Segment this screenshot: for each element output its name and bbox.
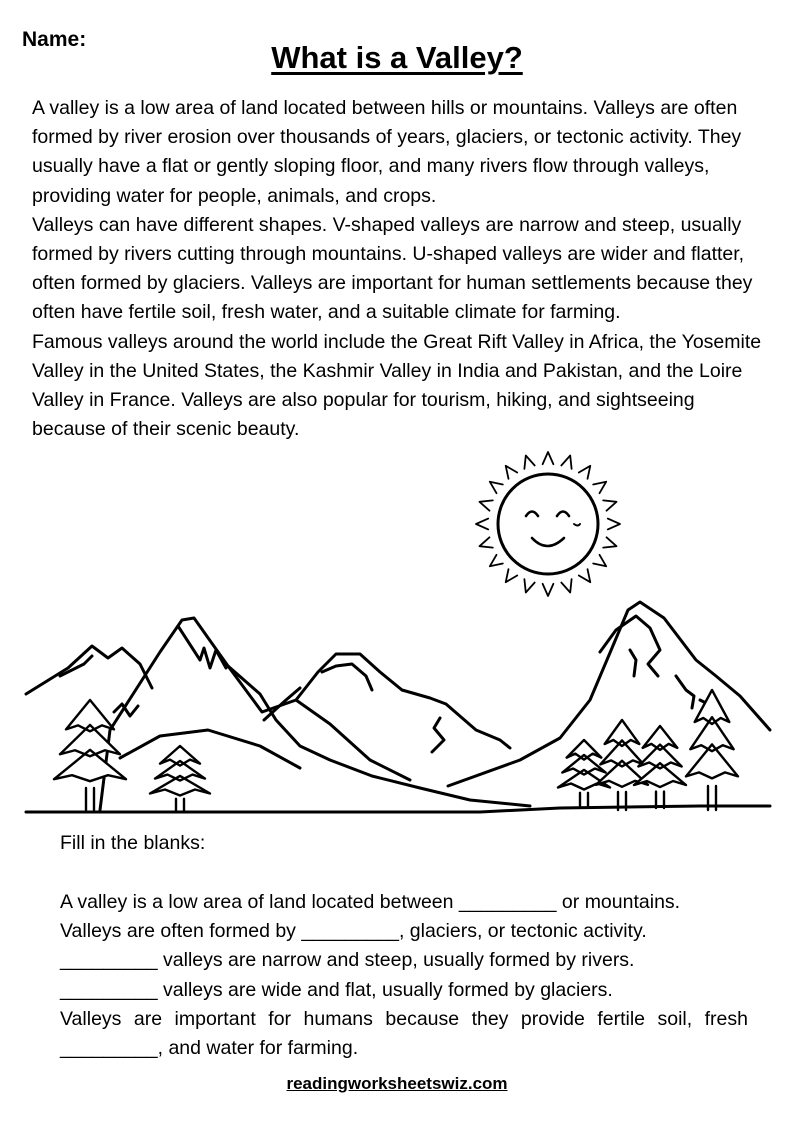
sun-ray bbox=[543, 452, 554, 464]
sun-ray bbox=[490, 482, 503, 494]
exercise-line: _________, and water for farming. bbox=[60, 1037, 359, 1060]
sun-ray bbox=[506, 466, 518, 479]
exercise-line: Valleys are important for humans because they provide fertile soil, fresh bbox=[60, 1007, 748, 1030]
sun-ray bbox=[524, 456, 534, 469]
exercise-line: _________ valleys are narrow and steep, usually formed by rivers. bbox=[60, 949, 635, 972]
exercise-heading: Fill in the blanks: bbox=[60, 832, 206, 854]
sun-ray bbox=[476, 519, 488, 530]
sun-ray bbox=[561, 456, 571, 469]
reading-passage bbox=[32, 94, 772, 444]
exercise-line: Valleys are often formed by _________, glaciers, or tectonic activity. bbox=[60, 920, 647, 943]
passage-paragraph: A valley is a low area of land located between hills or mountains. Valleys are often formed by river erosion over thousands of years, glaciers, or tectonic activity. They usually have a flat or gently sloping floor, and many rivers flow through valleys, providing water for people, animals, and crops. bbox=[32, 97, 742, 207]
sun-ray bbox=[593, 482, 606, 494]
exercise-line: A valley is a low area of land located between _________ or mountains. bbox=[60, 891, 681, 913]
sun-ray bbox=[603, 500, 616, 510]
website-footer[interactable]: readingworksheetswiz.com bbox=[286, 1074, 508, 1093]
passage-paragraph: Famous valleys around the world include the Great Rift Valley in Africa, the Yosemite Valley in the United States, the Kashmir Valley in India and Pakistan, and the Loire Valley in France. Valleys are also popular for tourism, hiking, and sightseeing because of their scenic beauty. bbox=[32, 330, 762, 441]
fill-in-the-blanks bbox=[60, 888, 748, 1063]
sun-ray bbox=[561, 579, 571, 592]
sun-ray bbox=[524, 579, 534, 592]
pine-tree bbox=[634, 726, 686, 808]
sun-ray bbox=[593, 555, 606, 567]
sun-ray bbox=[506, 569, 518, 582]
pine-tree bbox=[150, 746, 210, 812]
valley-illustration bbox=[0, 440, 794, 820]
name-label: Name: bbox=[22, 28, 87, 51]
sun-ray bbox=[579, 569, 591, 582]
sun-ray bbox=[490, 555, 503, 567]
passage-paragraph: Valleys can have different shapes. V-shaped valleys are narrow and steep, usually formed by rivers cutting through mountains. U-shaped valleys are wider and flatter, often formed by glaciers. Valleys are important for human settlements because they often have fertile soil, fresh water, and a suitable climate for farming. bbox=[32, 213, 753, 324]
page-title: What is a Valley? bbox=[271, 40, 523, 75]
sun-ray bbox=[579, 466, 591, 479]
sun-ray bbox=[603, 537, 616, 547]
pine-tree-icon bbox=[54, 690, 738, 812]
smiling-sun-icon bbox=[476, 452, 620, 596]
sun-ray bbox=[608, 519, 620, 530]
sun-ray bbox=[480, 537, 493, 547]
pine-tree bbox=[686, 690, 738, 810]
pine-tree bbox=[558, 740, 610, 806]
pine-tree bbox=[54, 700, 126, 810]
sun-ray bbox=[480, 500, 493, 510]
exercise-line: _________ valleys are wide and flat, usually formed by glaciers. bbox=[60, 978, 613, 1001]
sun-ray bbox=[543, 584, 554, 596]
